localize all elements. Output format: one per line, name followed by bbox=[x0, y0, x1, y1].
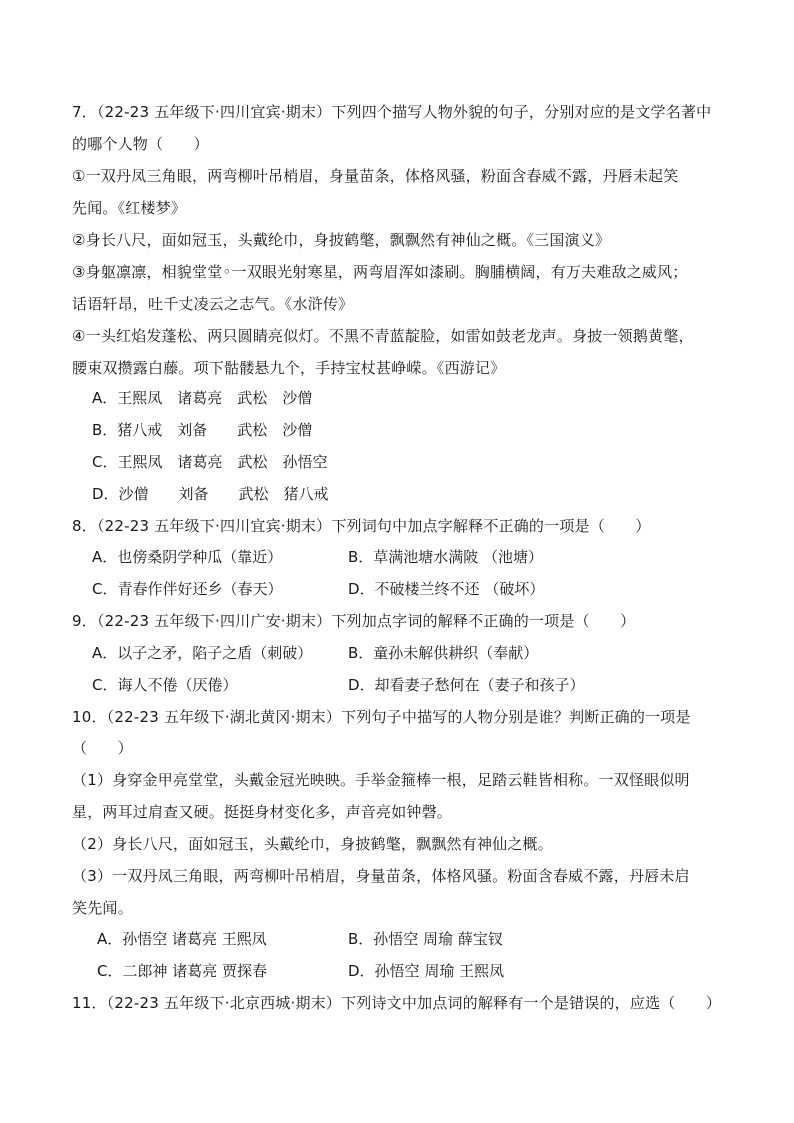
q10-stem-line2: （ ） bbox=[72, 739, 133, 757]
q7-option-c: C．王熙凤 诸葛亮 武松 孙悟空 bbox=[92, 453, 328, 471]
q8-option-a: A．也傍桑阴学种瓜（靠近） bbox=[92, 548, 283, 566]
q7-sentence3-line1: ③身躯凛凛，相貌堂堂◦一双眼光射寒星，两弯眉浑如漆刷。胸脯横阔，有万夫难敌之威风； bbox=[72, 263, 688, 281]
q9-option-a: A．以子之矛，陷子之盾（刺破） bbox=[92, 644, 313, 662]
q10-sentence3-line2: 笑先闻。 bbox=[72, 899, 133, 917]
q8-option-c: C．青春作伴好还乡（春天） bbox=[92, 580, 283, 598]
q8-stem: 8．（22-23 五年级下·四川宜宾·期末）下列词句中加点字解释不正确的一项是（ ） bbox=[72, 517, 651, 535]
q9-stem: 9．（22-23 五年级下·四川广安·期末）下列加点字词的解释不正确的一项是（ ） bbox=[72, 612, 636, 630]
q10-option-b: B．孙悟空 周瑜 薛宝钗 bbox=[348, 930, 503, 948]
q7-sentence4-line1: ④一头红焰发蓬松、两只圆睛亮似灯。不黑不青蓝靛脸，如雷如鼓老龙声。身披一领鹅黄氅， bbox=[72, 327, 694, 345]
q8-option-b: B．草满池塘水满陂 （池塘） bbox=[348, 548, 544, 566]
q7-option-d: D．沙僧 刘备 武松 猪八戒 bbox=[92, 485, 329, 503]
q7-sentence1-line1: ①一双丹凤三角眼，两弯柳叶吊梢眉，身量苗条，体格风骚，粉面含春威不露，丹唇未起笑 bbox=[72, 167, 679, 185]
q11-stem: 11．（22-23 五年级下·北京西城·期末）下列诗文中加点词的解释有一个是错误的，应选（ ） bbox=[72, 994, 722, 1012]
q9-option-d: D．却看妻子愁何在（妻子和孩子） bbox=[348, 676, 585, 694]
q10-stem-line1: 10．（22-23 五年级下·湖北黄冈·期末）下列句子中描写的人物分别是谁？判断正确的一项是 bbox=[72, 708, 691, 726]
q7-sentence3-line2: 话语轩昂，吐千丈凌云之志气。《水浒传》 bbox=[72, 295, 354, 313]
q7-sentence1-line2: 先闻。《红楼梦》 bbox=[72, 199, 187, 217]
q7-option-a: A．王熙凤 诸葛亮 武松 沙僧 bbox=[92, 389, 313, 407]
q7-stem-line1: 7．（22-23 五年级下·四川宜宾·期末）下列四个描写人物外貌的句子，分别对应的是文学名著中 bbox=[72, 103, 712, 121]
q7-sentence2: ②身长八尺，面如冠玉，头戴纶巾，身披鹤氅，飘飘然有神仙之概。《三国演义》 bbox=[72, 231, 611, 249]
q10-option-c: C．二郎神 诸葛亮 贾探春 bbox=[97, 962, 268, 980]
q7-sentence4-line2: 腰束双攒露白藤。项下骷髅悬九个，手持宝杖甚峥嵘。《西游记》 bbox=[72, 359, 506, 377]
q9-option-b: B．童孙未解供耕织（奉献） bbox=[348, 644, 539, 662]
q10-sentence3-line1: （3）一双丹凤三角眼，两弯柳叶吊梢眉，身量苗条，体格风骚。粉面含春威不露，丹唇未启 bbox=[72, 867, 690, 885]
q7-option-b: B．猪八戒 刘备 武松 沙僧 bbox=[92, 421, 313, 439]
q7-stem-line2: 的哪个人物（ ） bbox=[72, 135, 209, 153]
q10-option-a: A．孙悟空 诸葛亮 王熙凤 bbox=[97, 930, 267, 948]
q10-option-d: D．孙悟空 周瑜 王熙凤 bbox=[348, 962, 505, 980]
q9-option-c: C．诲人不倦（厌倦） bbox=[92, 676, 238, 694]
q10-sentence1-line2: 星，两耳过肩查又硬。挺挺身材变化多，声音亮如钟磬。 bbox=[72, 803, 453, 821]
q10-sentence2: （2）身长八尺，面如冠玉，头戴纶巾，身披鹤氅，飘飘然有神仙之概。 bbox=[72, 835, 553, 853]
q8-option-d: D．不破楼兰终不还 （破坏） bbox=[348, 580, 545, 598]
q10-sentence1-line1: （1）身穿金甲亮堂堂，头戴金冠光映映。手举金箍棒一根，足踏云鞋皆相称。一双怪眼似明 bbox=[72, 771, 690, 789]
